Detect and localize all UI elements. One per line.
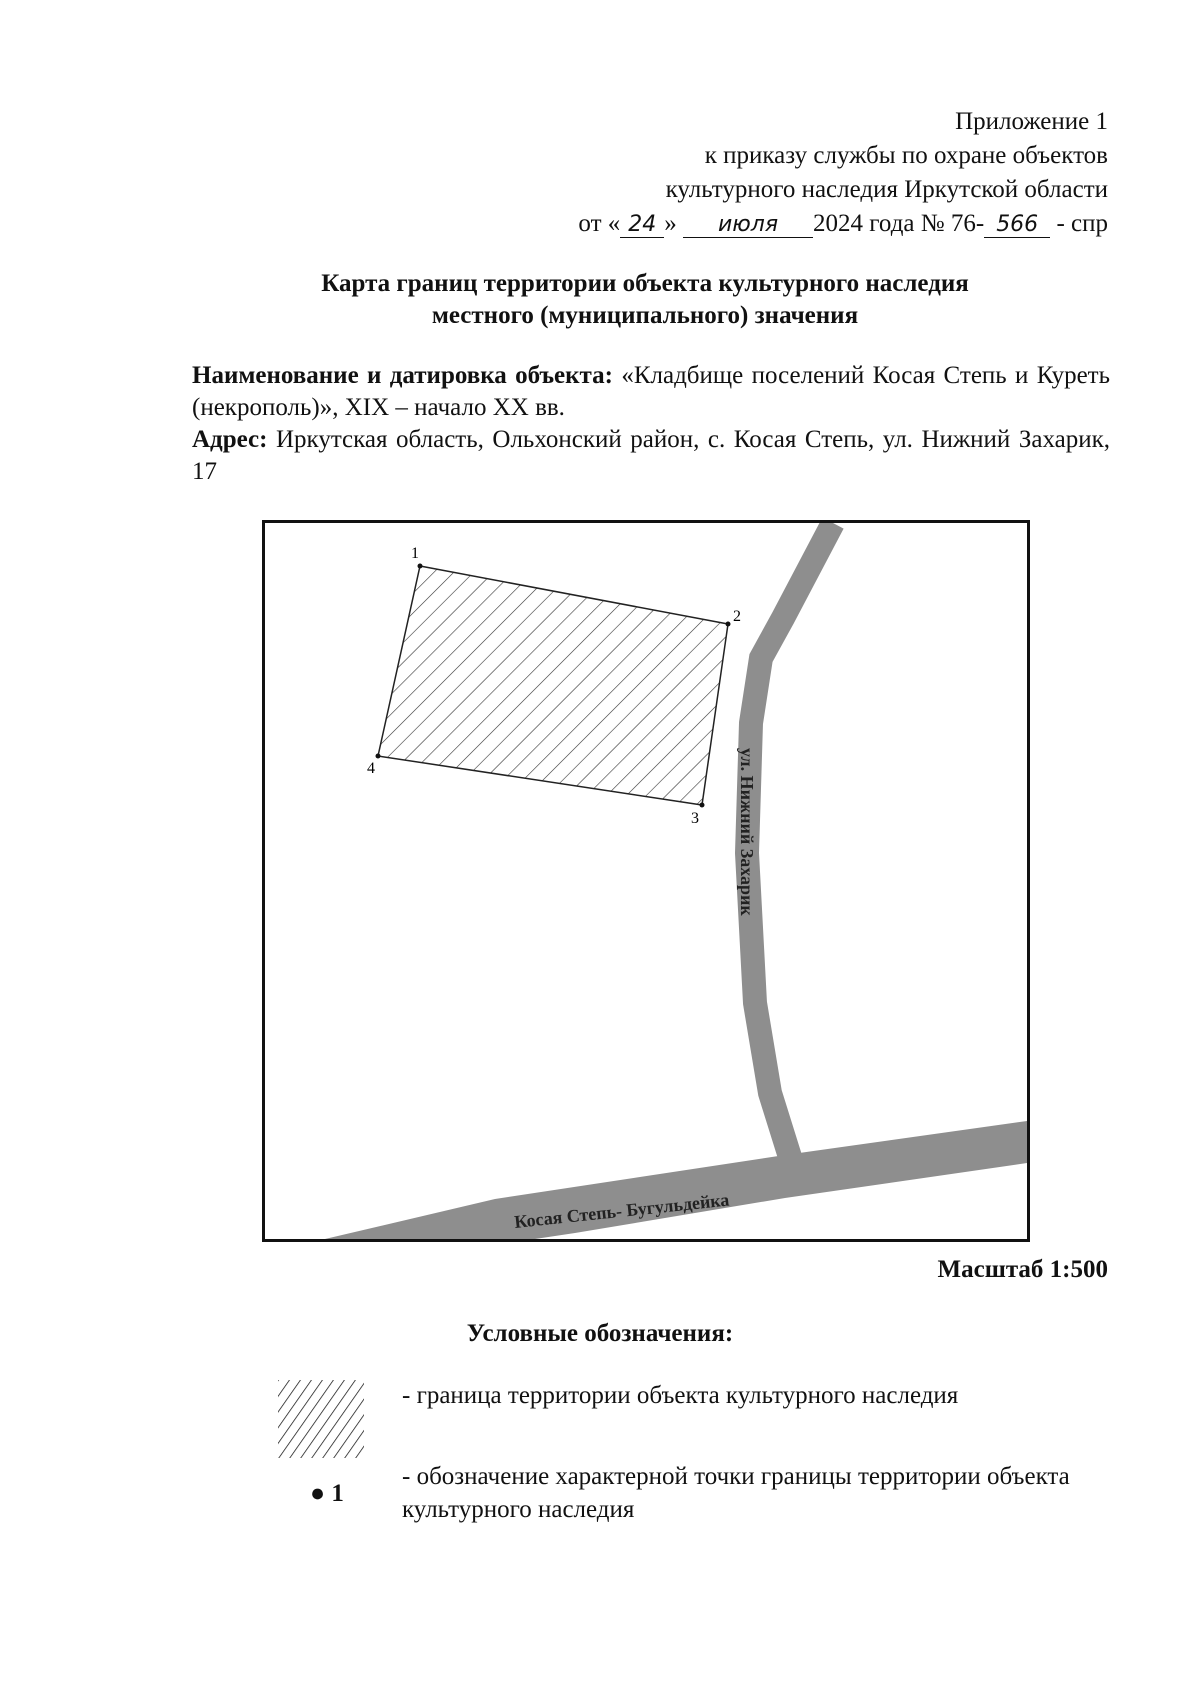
appendix-block: [408, 105, 1108, 241]
hatch-legend-swatch: [278, 1380, 364, 1458]
date-year: 2024 года № 76-: [813, 210, 985, 237]
title-line2: местного (муниципального) значения: [431, 302, 859, 329]
object-name-label: Наименование и датировка объекта:: [192, 362, 613, 389]
point-3-label: 3: [691, 810, 699, 827]
point-3-marker: [700, 803, 705, 808]
appendix-date-line: [408, 207, 1108, 241]
street-label-vertical: ул. Нижний Захарик: [737, 748, 757, 916]
title-line1: Карта границ территории объекта культурного наследия: [321, 270, 969, 297]
object-address-label: Адрес:: [192, 426, 268, 453]
appendix-line1: Приложение 1: [955, 108, 1108, 135]
territory-boundary-polygon: [378, 566, 728, 805]
object-name: [192, 360, 1110, 424]
legend-point-text: - обозначение характерной точки границы территории объекта культурного наследия: [402, 1463, 1070, 1523]
legend-hatch-text: - граница территории объекта культурного наследия: [402, 1382, 959, 1409]
point-1-marker: [418, 564, 423, 569]
object-address: [192, 424, 1110, 488]
date-from: от «: [578, 210, 621, 237]
document-title: [180, 268, 1110, 332]
date-day-close: »: [664, 210, 677, 237]
street-nizhniy-zakharik: [747, 523, 833, 1173]
object-info: [192, 360, 1110, 488]
legend-point-symbol: ● 1: [310, 1480, 344, 1507]
appendix-line3: культурного наследия Иркутской области: [665, 176, 1108, 203]
date-month: июля: [683, 213, 813, 238]
boundary-map: [262, 520, 1030, 1242]
object-name-value: «Кладбище поселений Косая Степь и Куреть (некрополь)», XIX – начало XX вв.: [192, 362, 1111, 421]
order-number: 566: [984, 213, 1050, 238]
point-4-marker: [376, 754, 381, 759]
road-kosaya-step-buguldeyka: [325, 1121, 1027, 1239]
point-2-marker: [726, 622, 731, 627]
legend-title: Условные обозначения:: [466, 1320, 734, 1347]
point-1-label: 1: [411, 545, 419, 562]
appendix-line2: к приказу службы по охране объектов: [704, 142, 1108, 169]
object-address-value: Иркутская область, Ольхонский район, с. Косая Степь, ул. Нижний Захарик, 17: [192, 426, 1110, 485]
date-day: 24: [620, 213, 664, 238]
point-2-label: 2: [733, 608, 741, 625]
map-svg: [265, 523, 1027, 1239]
road-label-horizontal: Косая Степь- Бугульдейка: [513, 1189, 731, 1232]
point-4-label: 4: [367, 760, 375, 777]
map-scale: Масштаб 1:500: [937, 1256, 1108, 1283]
order-suffix: - спр: [1056, 210, 1108, 237]
